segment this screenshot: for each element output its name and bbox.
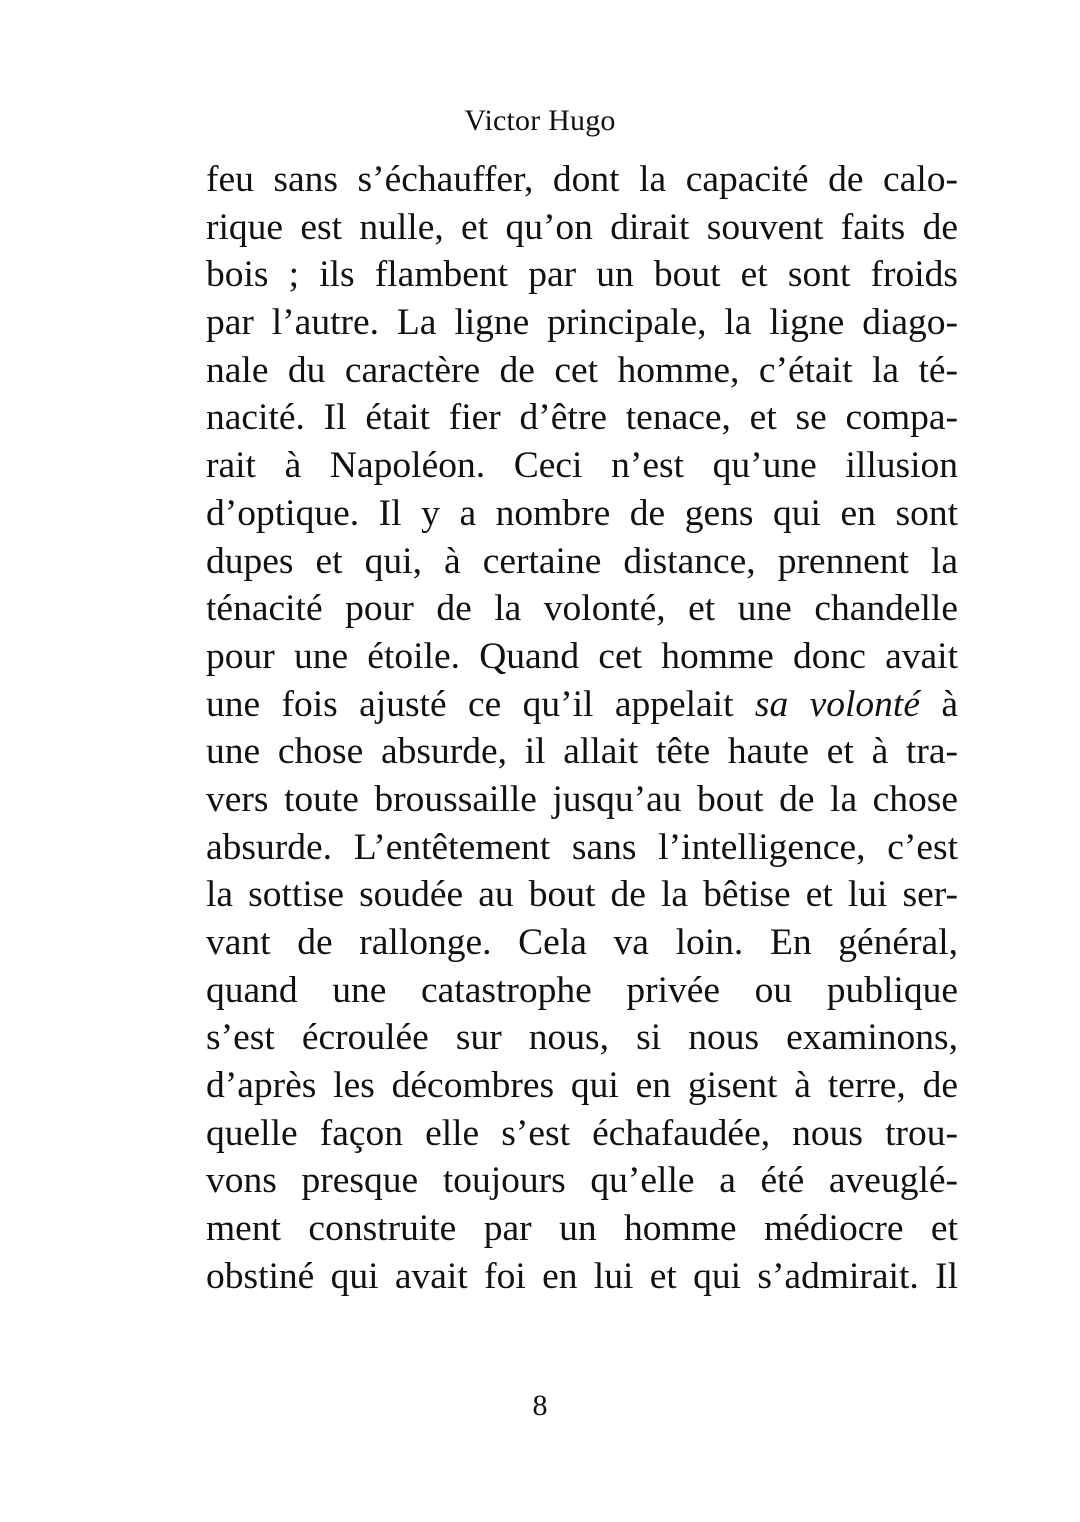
text-line: s’est écroulée sur nous, si nous examinons, [206, 1017, 958, 1059]
text-line: quelle façon elle s’est échafaudée, nous trou- [206, 1112, 958, 1154]
text-line: feu sans s’échauffer, dont la capacité de calo- [206, 159, 958, 200]
text-line: d’optique. Il y a nombre de gens qui en sont [206, 492, 958, 534]
text-line: vers toute broussaille jusqu’au bout de la chose [206, 778, 958, 820]
text-line: nacité. Il était fier d’être tenace, et se compa- [206, 397, 958, 439]
text-line: rique est nulle, et qu’on dirait souvent faits de [206, 206, 958, 248]
text-line-with-emphasis [206, 681, 958, 729]
text-line: une chose absurde, il allait tête haute et à tra- [206, 731, 958, 773]
body-text [206, 156, 958, 1301]
text-line: d’après les décombres qui en gisent à terre, de [206, 1065, 958, 1107]
text-line: obstiné qui avait foi en lui et qui s’admirait. Il [206, 1255, 958, 1297]
text-line: vant de rallonge. Cela va loin. En général, [206, 922, 958, 963]
text-line: vons presque toujours qu’elle a été aveuglé- [206, 1160, 958, 1202]
text-line: quand une catastrophe privée ou publique [206, 969, 958, 1011]
text-line: ment construite par un homme médiocre et [206, 1208, 958, 1250]
text-line: par l’autre. La ligne principale, la ligne diago- [206, 302, 958, 344]
text-line: la sottise soudée au bout de la bêtise et lui ser- [206, 874, 958, 916]
text-line: rait à Napoléon. Ceci n’est qu’une illusion [206, 445, 958, 487]
running-head-author: Victor Hugo [464, 104, 616, 137]
text-line: dupes et qui, à certaine distance, prennent la [206, 540, 958, 582]
text-line: ténacité pour de la volonté, et une chandelle [206, 588, 958, 630]
text-line: absurde. L’entêtement sans l’intelligence, c’est [206, 826, 958, 868]
text-line: pour une étoile. Quand cet homme donc avait [206, 635, 958, 677]
emphasis-sa-volonte: sa volonté [754, 683, 920, 725]
text-line: nale du caractère de cet homme, c’était la té- [206, 349, 958, 391]
text-line: bois ; ils flambent par un bout et sont froids [206, 254, 958, 296]
text-segment: une fois ajusté ce qu’il appelait [206, 683, 755, 725]
text-segment: à [919, 683, 958, 725]
page-number: 8 [532, 1389, 548, 1422]
